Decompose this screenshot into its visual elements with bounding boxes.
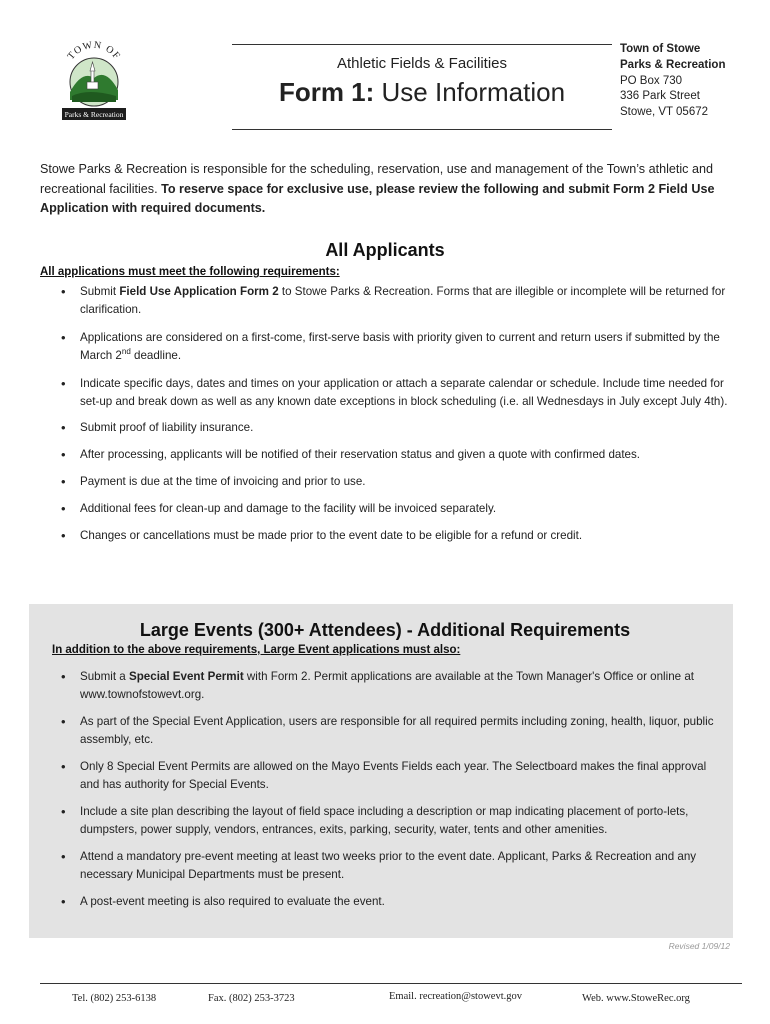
list-item: • Submit proof of liability insurance.: [60, 419, 730, 437]
list-item: • A post-event meeting is also required to evaluate the event.: [60, 893, 720, 911]
logo-banner-text: Parks & Recreation: [64, 110, 124, 119]
large-events-title: Large Events (300+ Attendees) - Additional Requirements: [139, 620, 631, 640]
list-item: • Additional fees for clean-up and damage to the facility will be invoiced separately.: [60, 500, 730, 518]
address-block: [620, 42, 725, 121]
footer-email[interactable]: Email. recreation@stowevt.gov: [389, 991, 523, 1002]
address-line4: 336 Park Street: [620, 90, 700, 103]
intro-bold: To reserve space for exclusive use, please review the following and submit Form 2 Field Use Application with required documents.: [40, 181, 715, 215]
list-item: • Only 8 Special Event Permits are allowed on the Mayo Events Fields each year. The Selectboard makes the final approval and has authority for Special Events.: [60, 758, 720, 793]
list-item: • After processing, applicants will be notified of their reservation status and given a quote with confirmed dates.: [60, 446, 730, 464]
all-applicants-list: [60, 283, 730, 545]
list-item: • Submit a Special Event Permit with Form 2. Permit applications are available at the Town Manager's Office or online at www.townofstowevt.org.: [60, 668, 720, 703]
header-title-rest: Use Information: [374, 77, 566, 107]
revised-date: Revised 1/09/12: [668, 941, 730, 951]
intro-paragraph: [40, 160, 730, 219]
all-applicants-title: All Applicants: [325, 240, 445, 260]
footer-fax: Fax. (802) 253-3723: [208, 993, 295, 1004]
large-events-subtitle: In addition to the above requirements, Large Event applications must also:: [52, 644, 461, 656]
header-subtitle: Athletic Fields & Facilities: [336, 55, 508, 72]
footer-divider: [40, 983, 742, 984]
footer-tel: Tel. (802) 253-6138: [72, 993, 157, 1004]
list-item: • Attend a mandatory pre-event meeting at least two weeks prior to the event date. Applicant, Parks & Recreation and any necessary Municipal Departments must be present.: [60, 848, 720, 883]
list-item: • Payment is due at the time of invoicing and prior to use.: [60, 473, 730, 491]
list-item: • Include a site plan describing the layout of field space including a description or map indicating placement of porto-lets, dumpsters, power supply, vendors, entrances, exits, parking, security, water, tents and other amenities.: [60, 803, 720, 838]
address-line2: Parks & Recreation: [620, 58, 726, 71]
logo-arc-text: TOWN OF: [65, 39, 123, 62]
address-line1: Town of Stowe: [620, 43, 701, 55]
form-header: [232, 44, 612, 130]
address-line3: PO Box 730: [620, 74, 683, 87]
large-events-list: [60, 668, 720, 911]
all-applicants-subtitle: All applications must meet the following requirements:: [40, 266, 340, 278]
address-line5: Stowe, VT 05672: [620, 106, 709, 119]
list-item: • As part of the Special Event Application, users are responsible for all required permits including zoning, health, liquor, public assembly, etc.: [60, 713, 720, 748]
header-title-bold: Form 1:: [278, 77, 375, 107]
town-logo: [58, 34, 130, 126]
header-title: [232, 77, 612, 108]
list-item: • Indicate specific days, dates and times on your application or attach a separate calendar or schedule. Include time needed for set-up and break down as well as any known date exceptions in block scheduling (i.e. all Wednesdays in July except July 4th).: [60, 375, 730, 410]
intro-text: Stowe Parks & Recreation is responsible for the scheduling, reservation, use and management of the Town’s athletic and recreational facilities.: [40, 162, 713, 196]
list-item: • Submit Field Use Application Form 2 to Stowe Parks & Recreation. Forms that are illegible or incomplete will be returned for clarification.: [60, 283, 730, 318]
list-item: • Applications are considered on a first-come, first-serve basis with priority given to current and return users if submitted by the March 2nd deadline.: [60, 329, 730, 364]
list-item: • Changes or cancellations must be made prior to the event date to be eligible for a refund or credit.: [60, 527, 730, 545]
footer-web[interactable]: Web. www.StoweRec.org: [582, 993, 690, 1004]
